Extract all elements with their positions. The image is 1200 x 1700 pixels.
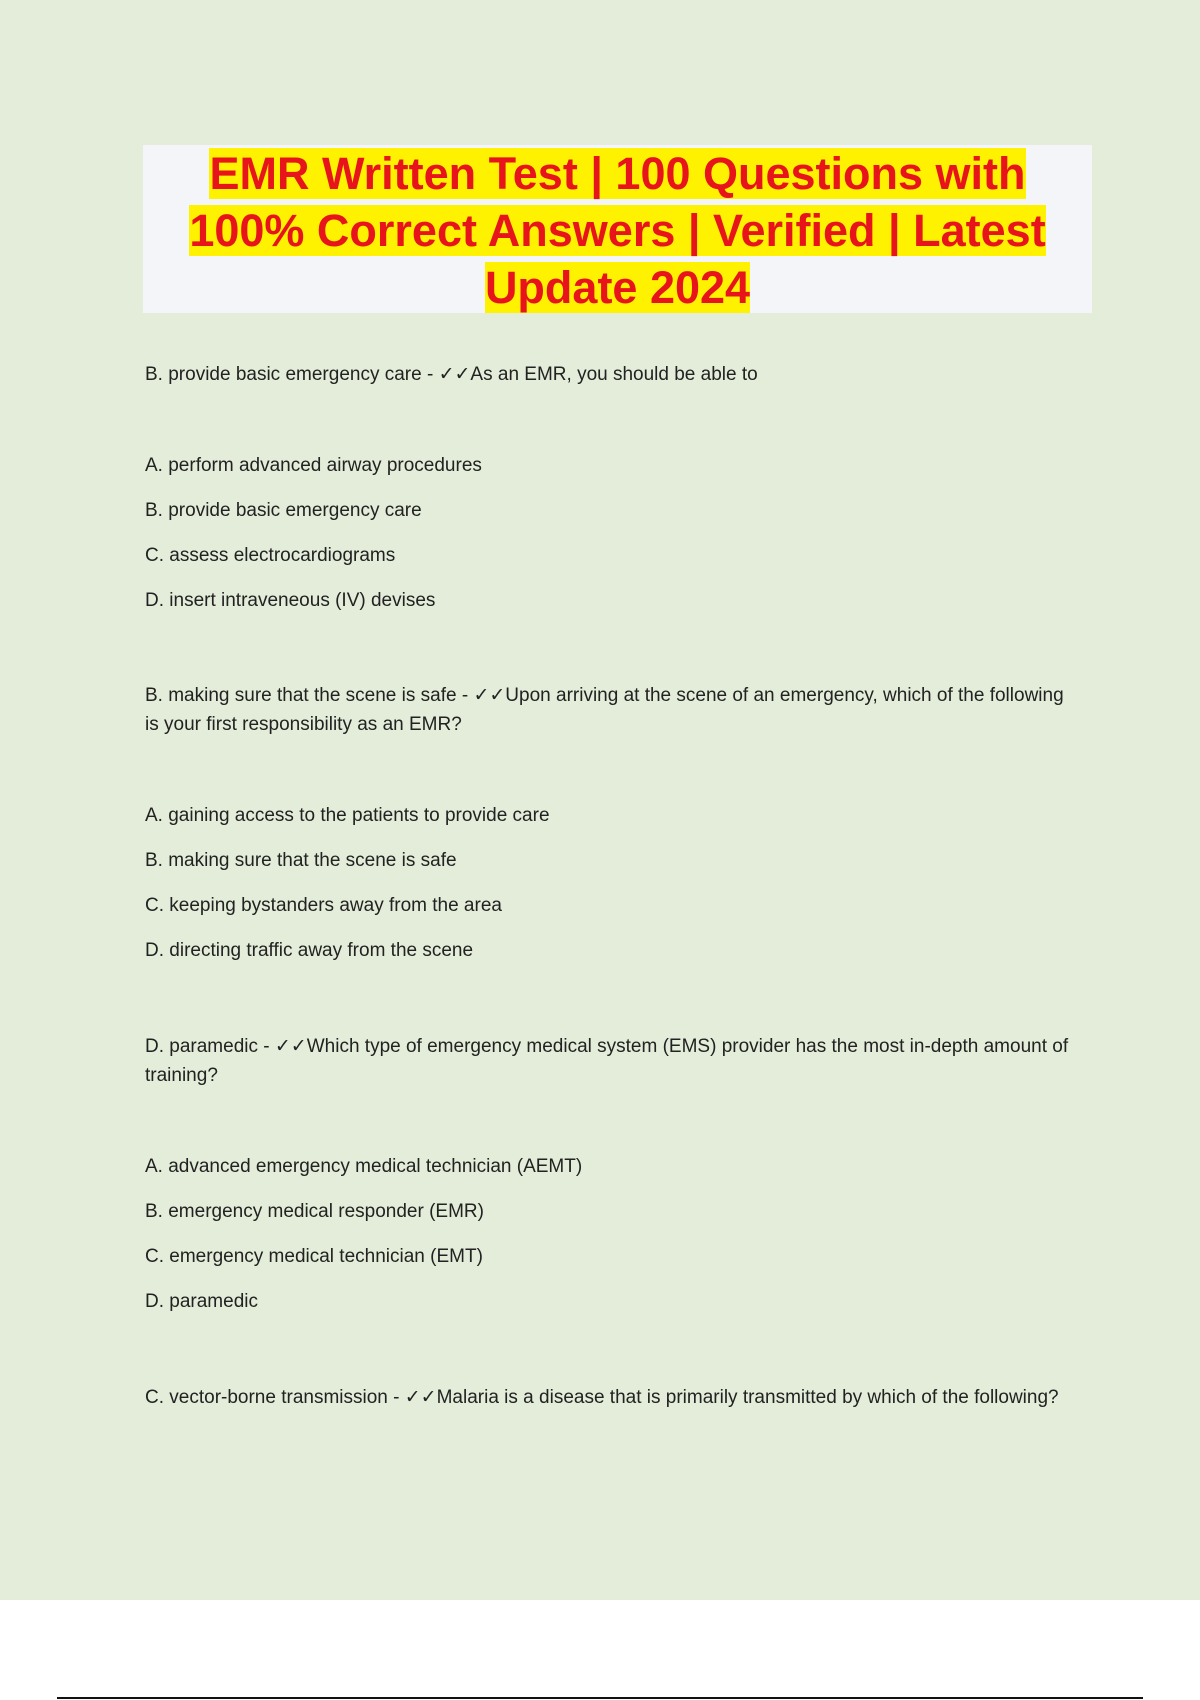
separator: -: [456, 685, 474, 706]
option-item: B. emergency medical responder (EMR): [145, 1201, 484, 1222]
check-icon: ✓✓: [404, 1387, 437, 1408]
option-item: B. provide basic emergency care: [145, 500, 422, 521]
question-text: As an EMR, you should be able to: [470, 364, 758, 385]
question-text: Which type of emergency medical system (EMS) provider has the most in-depth amount of training?: [145, 1036, 1069, 1086]
answer-text: D. paramedic: [145, 1036, 258, 1057]
option-item: C. assess electrocardiograms: [145, 545, 396, 566]
answer-text: B. provide basic emergency care: [145, 364, 422, 385]
question-answer-1: [145, 360, 1075, 389]
option-item: D. insert intraveneous (IV) devises: [145, 590, 436, 611]
option-item: A. perform advanced airway procedures: [145, 455, 482, 476]
question-answer-3: [145, 1032, 1075, 1090]
option-item: D. directing traffic away from the scene: [145, 940, 474, 961]
check-icon: ✓✓: [473, 685, 506, 706]
question-answer-4: [145, 1383, 1075, 1412]
option-item: D. paramedic: [145, 1291, 258, 1312]
option-item: C. keeping bystanders away from the area: [145, 895, 502, 916]
options-list-2: [145, 802, 550, 982]
separator: -: [258, 1036, 275, 1057]
option-item: A. gaining access to the patients to provide care: [145, 805, 550, 826]
title-line-3: Update 2024: [484, 262, 751, 313]
separator: -: [387, 1387, 405, 1408]
option-item: B. making sure that the scene is safe: [145, 850, 457, 871]
question-answer-2: [145, 681, 1075, 739]
options-list-1: [145, 452, 482, 632]
answer-text: C. vector-borne transmission: [145, 1387, 388, 1408]
document-title: [143, 145, 1092, 316]
answer-text: B. making sure that the scene is safe: [145, 685, 457, 706]
question-text: Upon arriving at the scene of an emergency, which of the following is your first responsibility as an EMR?: [145, 685, 1064, 735]
footer-divider: [57, 1697, 1143, 1699]
question-text: Malaria is a disease that is primarily transmitted by which of the following?: [436, 1387, 1059, 1408]
title-line-1: EMR Written Test | 100 Questions with: [209, 148, 1026, 199]
option-item: C. emergency medical technician (EMT): [145, 1246, 483, 1267]
separator: -: [421, 364, 439, 385]
check-icon: ✓✓: [438, 364, 471, 385]
check-icon: ✓✓: [274, 1036, 307, 1057]
option-item: A. advanced emergency medical technician (AEMT): [145, 1156, 583, 1177]
title-line-2: 100% Correct Answers | Verified | Latest: [189, 205, 1046, 256]
options-list-3: [145, 1153, 582, 1333]
